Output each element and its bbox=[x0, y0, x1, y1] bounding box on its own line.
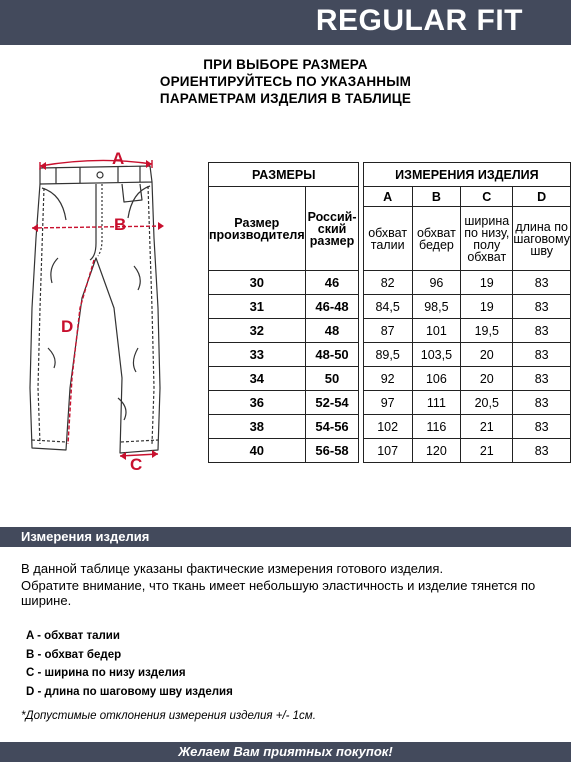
table-cell: 83 bbox=[513, 391, 571, 415]
section-band bbox=[0, 527, 571, 547]
table-cell: 19 bbox=[461, 271, 513, 295]
col-inseam: длина по шаговому шву bbox=[513, 207, 571, 271]
table-cell: 83 bbox=[513, 271, 571, 295]
table-cell: 31 bbox=[209, 295, 306, 319]
intro-line: ПАРАМЕТРАМ ИЗДЕЛИЯ В ТАБЛИЦЕ bbox=[159, 91, 412, 106]
wish-text: Желаем Вам приятных покупок! bbox=[178, 744, 393, 759]
jeans-diagram bbox=[18, 148, 178, 473]
description-line: В данной таблице указаны фактические измерения готового изделия. bbox=[21, 561, 444, 576]
table-cell: 107 bbox=[363, 439, 412, 463]
tolerance-note: *Допустимые отклонения измерения изделия +/- 1см. bbox=[21, 710, 316, 722]
legend-item: B - обхват бедер bbox=[26, 648, 122, 661]
table-cell: 92 bbox=[363, 367, 412, 391]
table-cell: 101 bbox=[412, 319, 461, 343]
col-hips: обхват бедер bbox=[412, 207, 461, 271]
description bbox=[21, 561, 551, 610]
legend-item: C - ширина по низу изделия bbox=[26, 667, 186, 679]
table-cell: 52-54 bbox=[305, 391, 359, 415]
table-cell: 46-48 bbox=[305, 295, 359, 319]
label-c: C bbox=[130, 455, 143, 473]
table-cell: 34 bbox=[209, 367, 306, 391]
section-title: Измерения изделия bbox=[21, 529, 150, 544]
intro-line: ОРИЕНТИРУЙТЕСЬ ПО УКАЗАННЫМ bbox=[159, 74, 412, 89]
table-cell: 38 bbox=[209, 415, 306, 439]
letter-d: D bbox=[513, 187, 571, 207]
table-cell: 82 bbox=[363, 271, 412, 295]
table-cell: 89,5 bbox=[363, 343, 412, 367]
table-cell: 32 bbox=[209, 319, 306, 343]
fit-title: REGULAR FIT bbox=[315, 4, 523, 37]
legend-item: D - длина по шаговому шву изделия bbox=[26, 685, 233, 698]
table-cell: 20 bbox=[461, 367, 513, 391]
table-cell: 20 bbox=[461, 343, 513, 367]
table-cell: 33 bbox=[209, 343, 306, 367]
col-hem-width: ширина по низу, полу обхват bbox=[461, 207, 513, 271]
label-a: A bbox=[112, 149, 125, 168]
sizes-header: РАЗМЕРЫ bbox=[209, 163, 359, 187]
description-line: Обратите внимание, что ткань имеет небольшую эластичность и изделие тянется по ширине. bbox=[21, 578, 536, 608]
letter-c: C bbox=[461, 187, 513, 207]
table-cell: 106 bbox=[412, 367, 461, 391]
intro-text bbox=[0, 56, 571, 107]
table-cell: 56-58 bbox=[305, 439, 359, 463]
intro-line: ПРИ ВЫБОРЕ РАЗМЕРА bbox=[203, 57, 368, 72]
table-cell: 103,5 bbox=[412, 343, 461, 367]
table-cell: 97 bbox=[363, 391, 412, 415]
table-cell: 102 bbox=[363, 415, 412, 439]
measurement-legend bbox=[26, 627, 233, 701]
table-cell: 83 bbox=[513, 439, 571, 463]
table-cell: 48-50 bbox=[305, 343, 359, 367]
table-cell: 98,5 bbox=[412, 295, 461, 319]
table-cell: 54-56 bbox=[305, 415, 359, 439]
col-manufacturer-size: Размер производителя bbox=[209, 187, 306, 271]
table-cell: 111 bbox=[412, 391, 461, 415]
table-cell: 36 bbox=[209, 391, 306, 415]
table-cell: 19 bbox=[461, 295, 513, 319]
header-band bbox=[0, 0, 571, 45]
size-table bbox=[208, 162, 571, 463]
table-cell: 116 bbox=[412, 415, 461, 439]
table-cell: 87 bbox=[363, 319, 412, 343]
table-cell: 48 bbox=[305, 319, 359, 343]
label-d: D bbox=[61, 317, 74, 336]
table-cell: 83 bbox=[513, 295, 571, 319]
letter-a: A bbox=[363, 187, 412, 207]
col-russian-size: Россий-ский размер bbox=[305, 187, 359, 271]
table-cell: 83 bbox=[513, 367, 571, 391]
table-cell: 40 bbox=[209, 439, 306, 463]
table-cell: 50 bbox=[305, 367, 359, 391]
table-cell: 120 bbox=[412, 439, 461, 463]
table-cell: 46 bbox=[305, 271, 359, 295]
table-cell: 96 bbox=[412, 271, 461, 295]
table-cell: 21 bbox=[461, 439, 513, 463]
table-cell: 21 bbox=[461, 415, 513, 439]
table-cell: 20,5 bbox=[461, 391, 513, 415]
table-cell: 83 bbox=[513, 343, 571, 367]
table-cell: 30 bbox=[209, 271, 306, 295]
table-cell: 19,5 bbox=[461, 319, 513, 343]
measurements-header: ИЗМЕРЕНИЯ ИЗДЕЛИЯ bbox=[363, 163, 570, 187]
table-cell: 83 bbox=[513, 319, 571, 343]
label-b: B bbox=[114, 215, 127, 234]
table-cell: 84,5 bbox=[363, 295, 412, 319]
letter-b: B bbox=[412, 187, 461, 207]
legend-item: A - обхват талии bbox=[26, 630, 120, 642]
col-waist: обхват талии bbox=[363, 207, 412, 271]
table-cell: 83 bbox=[513, 415, 571, 439]
bottom-band bbox=[0, 742, 571, 762]
